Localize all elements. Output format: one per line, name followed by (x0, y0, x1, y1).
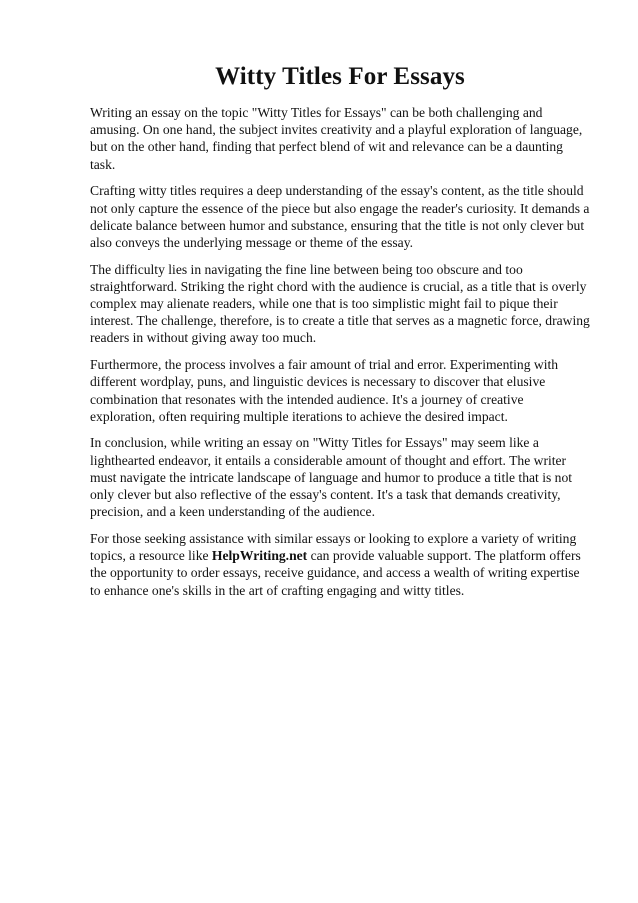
paragraph-resource (90, 530, 590, 599)
brand-name: HelpWriting.net (211, 548, 308, 564)
document-page (90, 62, 590, 608)
document-title: Witty Titles For Essays (215, 63, 465, 90)
paragraph-conclusion: In conclusion, while writing an essay on "Witty Titles for Essays" may seem like a lighthearted endeavor, it entails a considerable amount of thought and effort. The writer must navigate the intricate landscape of language and humor to produce a title that is not only clever but also reflective of the essay's content. It's a task that demands creativity, precision, and a keen understanding of the audience. (90, 435, 573, 520)
paragraph-process: Furthermore, the process involves a fair amount of trial and error. Experimenting with different wordplay, puns, and linguistic devices is necessary to discover that elusive combination that resonates with the intended audience. It's a journey of creative exploration, often requiring multiple iterations to achieve the desired impact. (90, 357, 559, 424)
paragraph-intro: Writing an essay on the topic "Witty Titles for Essays" can be both challenging and amusing. On one hand, the subject invites creativity and a playful exploration of language, but on the other hand, finding that perfect blend of wit and relevance can be a daunting task. (90, 105, 583, 172)
paragraph-difficulty: The difficulty lies in navigating the fine line between being too obscure and too straightforward. Striking the right chord with the audience is crucial, as a title that is overly complex may alienate readers, while one that is too simplistic might fail to pique their interest. The challenge, therefore, is to create a title that serves as a magnetic force, drawing readers in without giving away too much. (90, 261, 590, 346)
resource-text-before: For those seeking assistance with similar essays or looking to explore a variety of writing topics, a resource like (90, 530, 577, 564)
paragraph-crafting: Crafting witty titles requires a deep understanding of the essay's content, as the title should not only capture the essence of the piece but also engage the reader's curiosity. It demands a delicate balance between humor and substance, ensuring that the title is not only clever but also conveys the underlying message or theme of the essay. (90, 183, 590, 250)
resource-text-after: can provide valuable support. The platform offers the opportunity to order essays, receive guidance, and access a wealth of writing expertise to enhance one's skills in the art of crafting engaging and witty titles. (90, 548, 581, 598)
